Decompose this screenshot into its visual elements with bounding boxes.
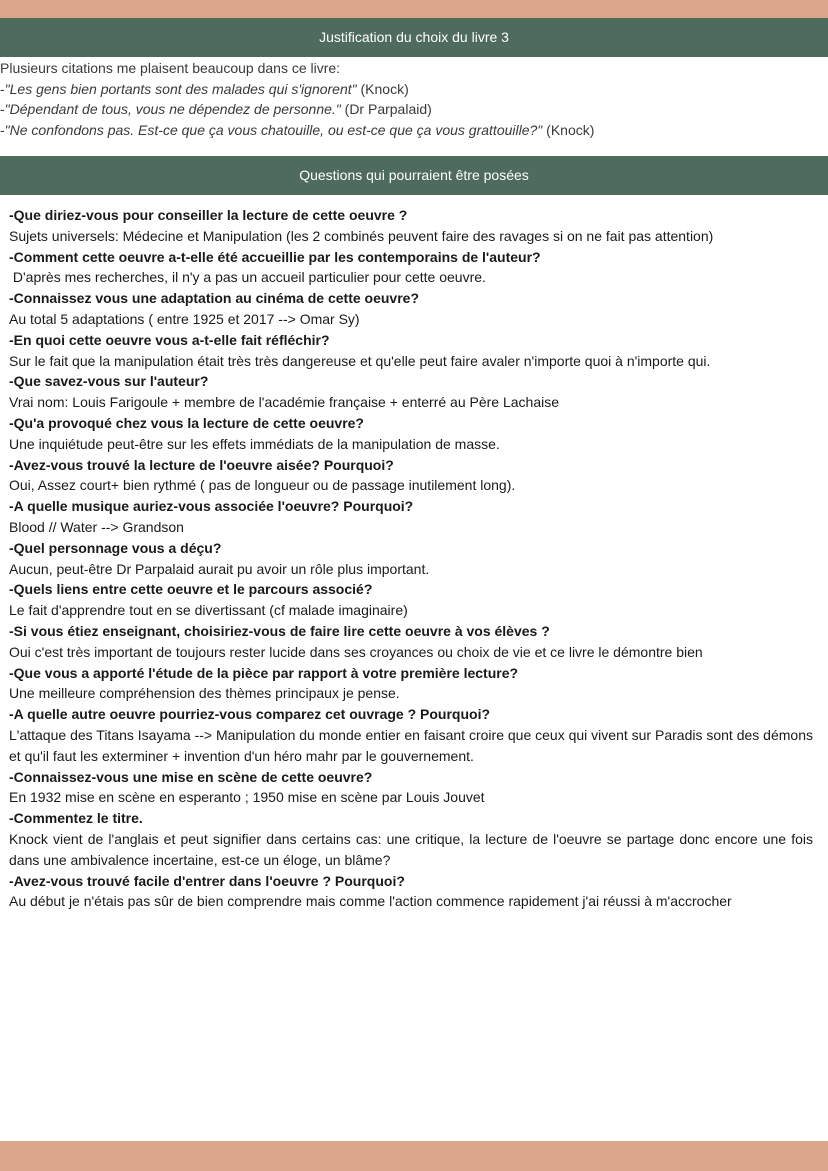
answer: Knock vient de l'anglais et peut signifier dans certains cas: une critique, la lecture de l'oeuvre se partage donc encore une fois dans une ambivalence incertaine, est-ce un éloge, un blâme? [9, 830, 813, 868]
justification-intro: Plusieurs citations me plaisent beaucoup dans ce livre: [0, 60, 341, 76]
top-accent-band [0, 0, 828, 18]
question: -En quoi cette oeuvre vous a-t-elle fait réfléchir? [9, 331, 330, 348]
question: -Connaissez vous une adaptation au cinéma de cette oeuvre? [9, 290, 419, 307]
answer: D'après mes recherches, il n'y a pas un accueil particulier pour cette oeuvre. [9, 269, 486, 286]
question: -Si vous étiez enseignant, choisiriez-vous de faire lire cette oeuvre à vos élèves ? [9, 622, 550, 639]
answer: L'attaque des Titans Isayama --> Manipulation du monde entier en faisant croire que ceux qui vivent sur Paradis sont des démons et qu'il faut les exterminer + invention d'un héro mahr par le gouvernement. [9, 726, 813, 764]
quote-text: "Ne confondons pas. Est-ce que ça vous chatouille, ou est-ce que ça vous grattouille?" [4, 121, 543, 138]
answer: Oui, Assez court+ bien rythmé ( pas de longueur ou de passage inutilement long). [9, 477, 516, 494]
question: -Avez-vous trouvé la lecture de l'oeuvre aisée? Pourquoi? [9, 456, 394, 473]
question: -Commentez le titre. [9, 810, 143, 827]
answer: En 1932 mise en scène en esperanto ; 1950 mise en scène par Louis Jouvet [9, 789, 485, 806]
answer: Une inquiétude peut-être sur les effets immédiats de la manipulation de masse. [9, 435, 500, 452]
quote-text: "Les gens bien portants sont des malades qui s'ignorent" [4, 80, 357, 97]
bottom-accent-band [0, 1141, 828, 1171]
quote-line: -"Les gens bien portants sont des malades qui s'ignorent" (Knock) [0, 80, 409, 97]
answer: Oui c'est très important de toujours rester lucide dans ses croyances ou choix de vie et ce livre le démontre bien [9, 643, 703, 660]
question: -Connaissez-vous une mise en scène de cette oeuvre? [9, 768, 373, 785]
question: -A quelle musique auriez-vous associée l'oeuvre? Pourquoi? [9, 498, 414, 515]
question: -Qu'a provoqué chez vous la lecture de cette oeuvre? [9, 414, 364, 431]
question: -Comment cette oeuvre a-t-elle été accueillie par les contemporains de l'auteur? [9, 248, 541, 265]
question: -Quels liens entre cette oeuvre et le parcours associé? [9, 581, 373, 598]
questions-header: Questions qui pourraient être posées [0, 156, 828, 195]
answer: Au début je n'étais pas sûr de bien comprendre mais comme l'action commence rapidement j'ai réussi à m'accrocher [9, 893, 732, 910]
quote-line: -"Dépendant de tous, vous ne dépendez de personne." (Dr Parpalaid) [0, 101, 432, 117]
answer: Une meilleure compréhension des thèmes principaux je pense. [9, 685, 400, 702]
quote-line: -"Ne confondons pas. Est-ce que ça vous chatouille, ou est-ce que ça vous grattouille?" (Knock) [0, 121, 595, 138]
answer: Aucun, peut-être Dr Parpalaid aurait pu avoir un rôle plus important. [9, 560, 430, 577]
answer: Blood // Water --> Grandson [9, 518, 184, 535]
question: -Que diriez-vous pour conseiller la lecture de cette oeuvre ? [9, 207, 408, 223]
justification-header: Justification du choix du livre 3 [0, 18, 828, 57]
question: -Quel personnage vous a déçu? [9, 539, 222, 556]
question: -Avez-vous trouvé facile d'entrer dans l'oeuvre ? Pourquoi? [9, 872, 405, 889]
answer: Vrai nom: Louis Farigoule + membre de l'académie française + enterré au Père Lachaise [9, 394, 560, 411]
question: -A quelle autre oeuvre pourriez-vous comparez cet ouvrage ? Pourquoi? [9, 706, 491, 723]
justification-section [0, 58, 820, 140]
question: -Que vous a apporté l'étude de la pièce par rapport à votre première lecture? [9, 664, 519, 681]
answer: Au total 5 adaptations ( entre 1925 et 2017 --> Omar Sy) [9, 310, 360, 327]
answer: Le fait d'apprendre tout en se divertissant (cf malade imaginaire) [9, 602, 408, 619]
answer: Sujets universels: Médecine et Manipulation (les 2 combinés peuvent faire des ravages si on ne fait pas attention) [9, 227, 714, 244]
quote-author: (Dr Parpalaid) [340, 101, 432, 117]
quote-author: (Knock) [356, 80, 409, 97]
quote-author: (Knock) [542, 121, 595, 138]
quote-text: "Dépendant de tous, vous ne dépendez de personne." [4, 101, 341, 117]
answer: Sur le fait que la manipulation était très très dangereuse et qu'elle peut faire avaler n'importe quoi à n'importe qui. [9, 352, 711, 369]
questions-list [9, 205, 813, 912]
question: -Que savez-vous sur l'auteur? [9, 373, 209, 390]
